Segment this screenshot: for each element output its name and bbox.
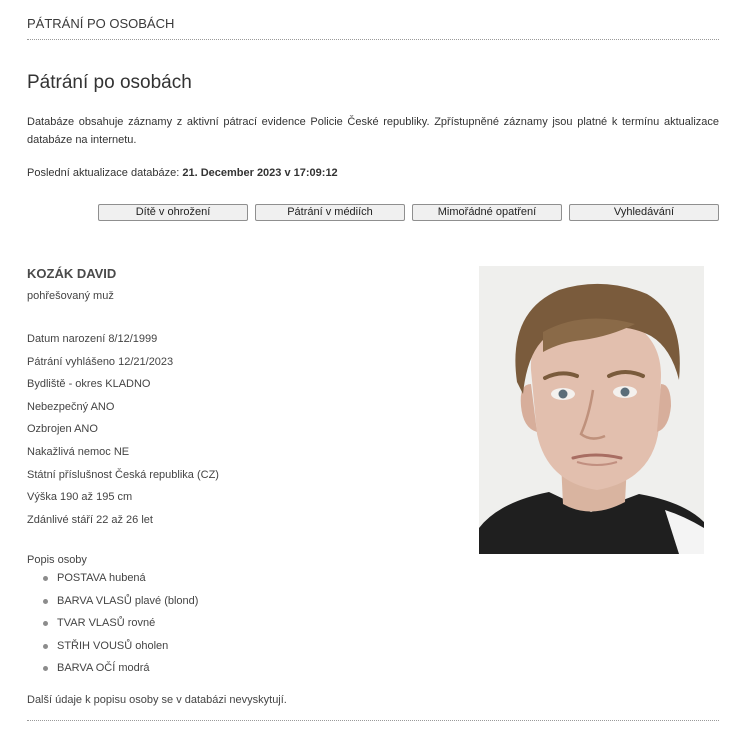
person-portrait-image (479, 266, 704, 554)
fact-residence: Bydliště - okres KLADNO (27, 378, 151, 391)
list-item: BARVA VLASŮ plavé (blond) (43, 595, 198, 618)
fact-citizenship: Státní příslušnost Česká republika (CZ) (27, 468, 219, 481)
nav-button-row (98, 204, 719, 221)
media-search-button[interactable]: Pátrání v médiích (255, 204, 405, 221)
extraordinary-measure-button[interactable]: Mimořádné opatření (412, 204, 562, 221)
fact-height: Výška 190 až 195 cm (27, 491, 133, 504)
last-update-label: Poslední aktualizace databáze: (27, 167, 180, 179)
person-description-list (43, 572, 198, 685)
person-photo (479, 266, 704, 554)
list-item: POSTAVA hubená (43, 572, 198, 595)
last-update (27, 167, 338, 179)
search-button[interactable]: Vyhledávání (569, 204, 719, 221)
page-title: Pátrání po osobách (27, 72, 192, 93)
additional-info-note: Další údaje k popisu osoby se v databázi nevyskytují. (27, 694, 287, 706)
list-item: TVAR VLASŮ rovné (43, 617, 198, 640)
dotted-divider-bottom (27, 720, 719, 721)
fact-birth-date: Datum narození 8/12/1999 (27, 333, 158, 345)
person-description-title: Popis osoby (27, 554, 87, 566)
fact-contagious: Nakažlivá nemoc NE (27, 445, 130, 458)
list-item: BARVA OČÍ modrá (43, 662, 198, 685)
person-name: KOZÁK DAVID (27, 266, 117, 281)
fact-armed: Ozbrojen ANO (27, 423, 98, 436)
page (27, 0, 719, 729)
page-description: Databáze obsahuje záznamy z aktivní pátrací evidence Policie České republiky. Zpřístupněné záznamy jsou platné k termínu aktualizace databáze na internetu. (27, 116, 719, 146)
person-status: pohřešovaný muž (27, 290, 114, 302)
fact-apparent-age: Zdánlivé stáří 22 až 26 let (27, 513, 153, 526)
fact-dangerous: Nebezpečný ANO (27, 400, 115, 413)
last-update-value: 21. December 2023 v 17:09:12 (182, 167, 338, 179)
dotted-divider-top (27, 39, 719, 40)
fact-search-declared: Pátrání vyhlášeno 12/21/2023 (27, 355, 174, 368)
child-in-danger-button[interactable]: Dítě v ohrožení (98, 204, 248, 221)
list-item: STŘIH VOUSŮ oholen (43, 640, 198, 663)
section-header: PÁTRÁNÍ PO OSOBÁCH (27, 16, 175, 31)
person-facts-list (27, 332, 219, 535)
